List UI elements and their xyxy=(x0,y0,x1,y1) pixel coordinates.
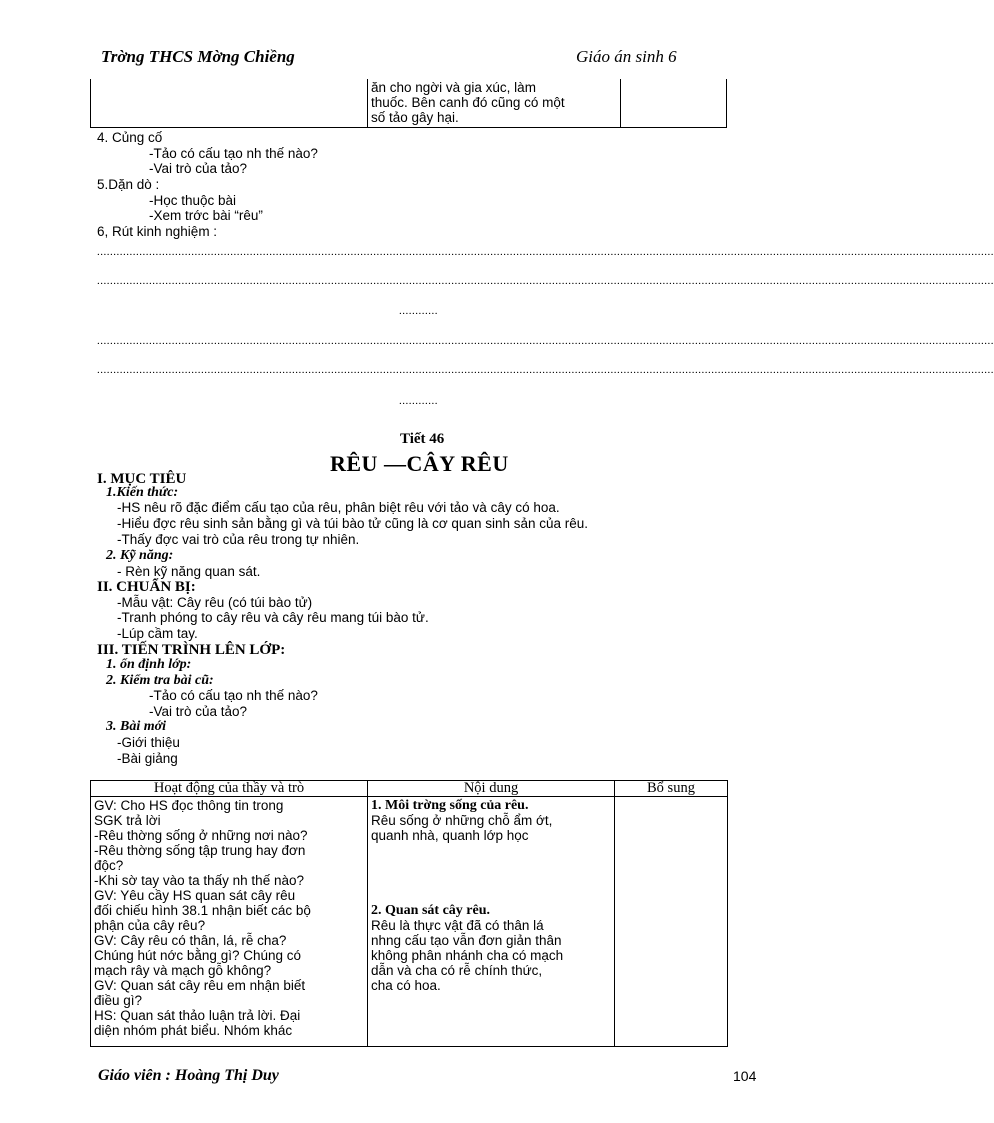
step2-item: -Vai trò của tảo? xyxy=(149,704,248,719)
content-heading-observation: 2. Quan sát cây rêu. xyxy=(371,903,490,918)
top-line: ăn cho ngời và gia xúc, làm xyxy=(371,80,536,95)
section1-heading: I. MỤC TIÊU xyxy=(97,471,187,487)
content-line: Rêu là thực vật đã có thân lá xyxy=(371,918,544,933)
activity-line: GV: Cây rêu có thân, lá, rễ cha? xyxy=(94,933,287,948)
activity-line: GV: Quan sát cây rêu em nhận biết xyxy=(94,978,306,993)
table-header-extra: Bổ sung xyxy=(615,781,728,797)
school-name: Trờng THCS Mờng Chiềng xyxy=(101,47,295,66)
skills-item: - Rèn kỹ năng quan sát. xyxy=(117,564,261,579)
dotted-line: .................................................................................................................................................................................................................................................................................... xyxy=(97,335,994,347)
content-cell xyxy=(368,797,615,1047)
lesson-title: RÊU —CÂY RÊU xyxy=(330,451,509,476)
activity-table xyxy=(90,780,728,1047)
section3-heading: III. TIẾN TRÌNH LÊN LỚP: xyxy=(97,642,286,658)
short-dots: ............ xyxy=(399,305,438,317)
activity-line: -Rêu thờng sống ở những nơi nào? xyxy=(94,828,308,843)
top-line: số tảo gây hại. xyxy=(371,110,459,125)
activity-line: Chúng hút nớc bằng gì? Chúng có xyxy=(94,948,302,963)
top-table-content xyxy=(368,79,621,127)
top-table xyxy=(90,79,727,128)
step1-heading: 1. ổn định lớp: xyxy=(106,657,192,672)
subject-title: Giáo án sinh 6 xyxy=(576,47,677,66)
homework-item: -Xem trớc bài “rêu” xyxy=(149,208,263,223)
dotted-line: .................................................................................................................................................................................................................................................................................... xyxy=(97,275,994,287)
prep-item: -Mẫu vật: Cây rêu (có túi bào tử) xyxy=(117,595,313,610)
activity-line: GV: Cho HS đọc thông tin trong xyxy=(94,798,284,813)
activity-line: -Khi sờ tay vào ta thấy nh thế nào? xyxy=(94,873,304,888)
content-heading-environment: 1. Môi trờng sống của rêu. xyxy=(371,798,529,813)
knowledge-heading: 1.Kiến thức: xyxy=(106,485,179,500)
activity-line: HS: Quan sát thảo luận trả lời. Đại xyxy=(94,1008,301,1023)
review-heading: 4. Củng cố xyxy=(97,130,163,145)
dotted-line: .................................................................................................................................................................................................................................................................................... xyxy=(97,246,994,258)
review-item: -Vai trò của tảo? xyxy=(149,161,248,176)
activity-line: GV: Yêu cầy HS quan sát cây rêu xyxy=(94,888,296,903)
activity-line: mạch rây và mạch gỗ không? xyxy=(94,963,272,978)
activity-line: độc? xyxy=(94,858,124,873)
step2-heading: 2. Kiểm tra bài cũ: xyxy=(106,673,214,688)
lesson-number: Tiết 46 xyxy=(400,431,445,447)
content-line: cha có hoa. xyxy=(371,978,441,993)
prep-item: -Tranh phóng to cây rêu và cây rêu mang túi bào tử. xyxy=(117,610,429,625)
step3-heading: 3. Bài mới xyxy=(106,719,167,734)
content-line: dẫn và cha có rễ chính thức, xyxy=(371,963,543,978)
dotted-line: .................................................................................................................................................................................................................................................................................... xyxy=(97,364,994,376)
teacher-name: Giáo viên : Hoàng Thị Duy xyxy=(98,1067,279,1084)
activity-line: đối chiếu hình 38.1 nhận biết các bộ xyxy=(94,903,311,918)
page-number: 104 xyxy=(733,1068,757,1084)
activity-line: phận của cây rêu? xyxy=(94,918,206,933)
homework-item: -Học thuộc bài xyxy=(149,193,237,208)
activity-line: SGK trả lời xyxy=(94,813,161,828)
step3-item: -Bài giảng xyxy=(117,751,178,766)
activity-line: điều gì? xyxy=(94,993,143,1008)
review-item: -Tảo có cấu tạo nh thế nào? xyxy=(149,146,318,161)
activity-line: -Rêu thờng sống tập trung hay đơn xyxy=(94,843,306,858)
knowledge-item: -HS nêu rõ đặc điểm cấu tạo của rêu, phân biệt rêu với tảo và cây có hoa. xyxy=(117,500,560,515)
section2-heading: II. CHUẨN BỊ: xyxy=(97,579,196,595)
content-line: nhng cấu tạo vẫn đơn giản thân xyxy=(371,933,562,948)
homework-heading: 5.Dặn dò : xyxy=(97,177,160,192)
knowledge-item: -Thấy đợc vai trò của rêu trong tự nhiên. xyxy=(117,532,360,547)
table-header-activity: Hoạt động của thầy và trò xyxy=(91,781,368,797)
activity-cell xyxy=(91,797,368,1047)
table-header-content: Nội dung xyxy=(368,781,615,797)
experience-heading: 6, Rút kinh nghiệm : xyxy=(97,224,218,239)
step2-item: -Tảo có cấu tạo nh thế nào? xyxy=(149,688,318,703)
activity-line: diện nhóm phát biểu. Nhóm khác xyxy=(94,1023,293,1038)
step3-item: -Giới thiệu xyxy=(117,735,180,750)
knowledge-item: -Hiểu đợc rêu sinh sản bằng gì và túi bào tử cũng là cơ quan sinh sản của rêu. xyxy=(117,516,589,531)
short-dots: ............ xyxy=(399,395,438,407)
top-line: thuốc. Bên canh đó cũng có một xyxy=(371,95,565,110)
content-line: không phân nhánh cha có mạch xyxy=(371,948,564,963)
content-line: quanh nhà, quanh lớp học xyxy=(371,828,529,843)
content-line: Rêu sống ở những chỗ ẩm ớt, xyxy=(371,813,553,828)
extra-cell xyxy=(615,797,728,1047)
skills-heading: 2. Kỹ năng: xyxy=(106,548,174,563)
prep-item: -Lúp cầm tay. xyxy=(117,626,198,641)
